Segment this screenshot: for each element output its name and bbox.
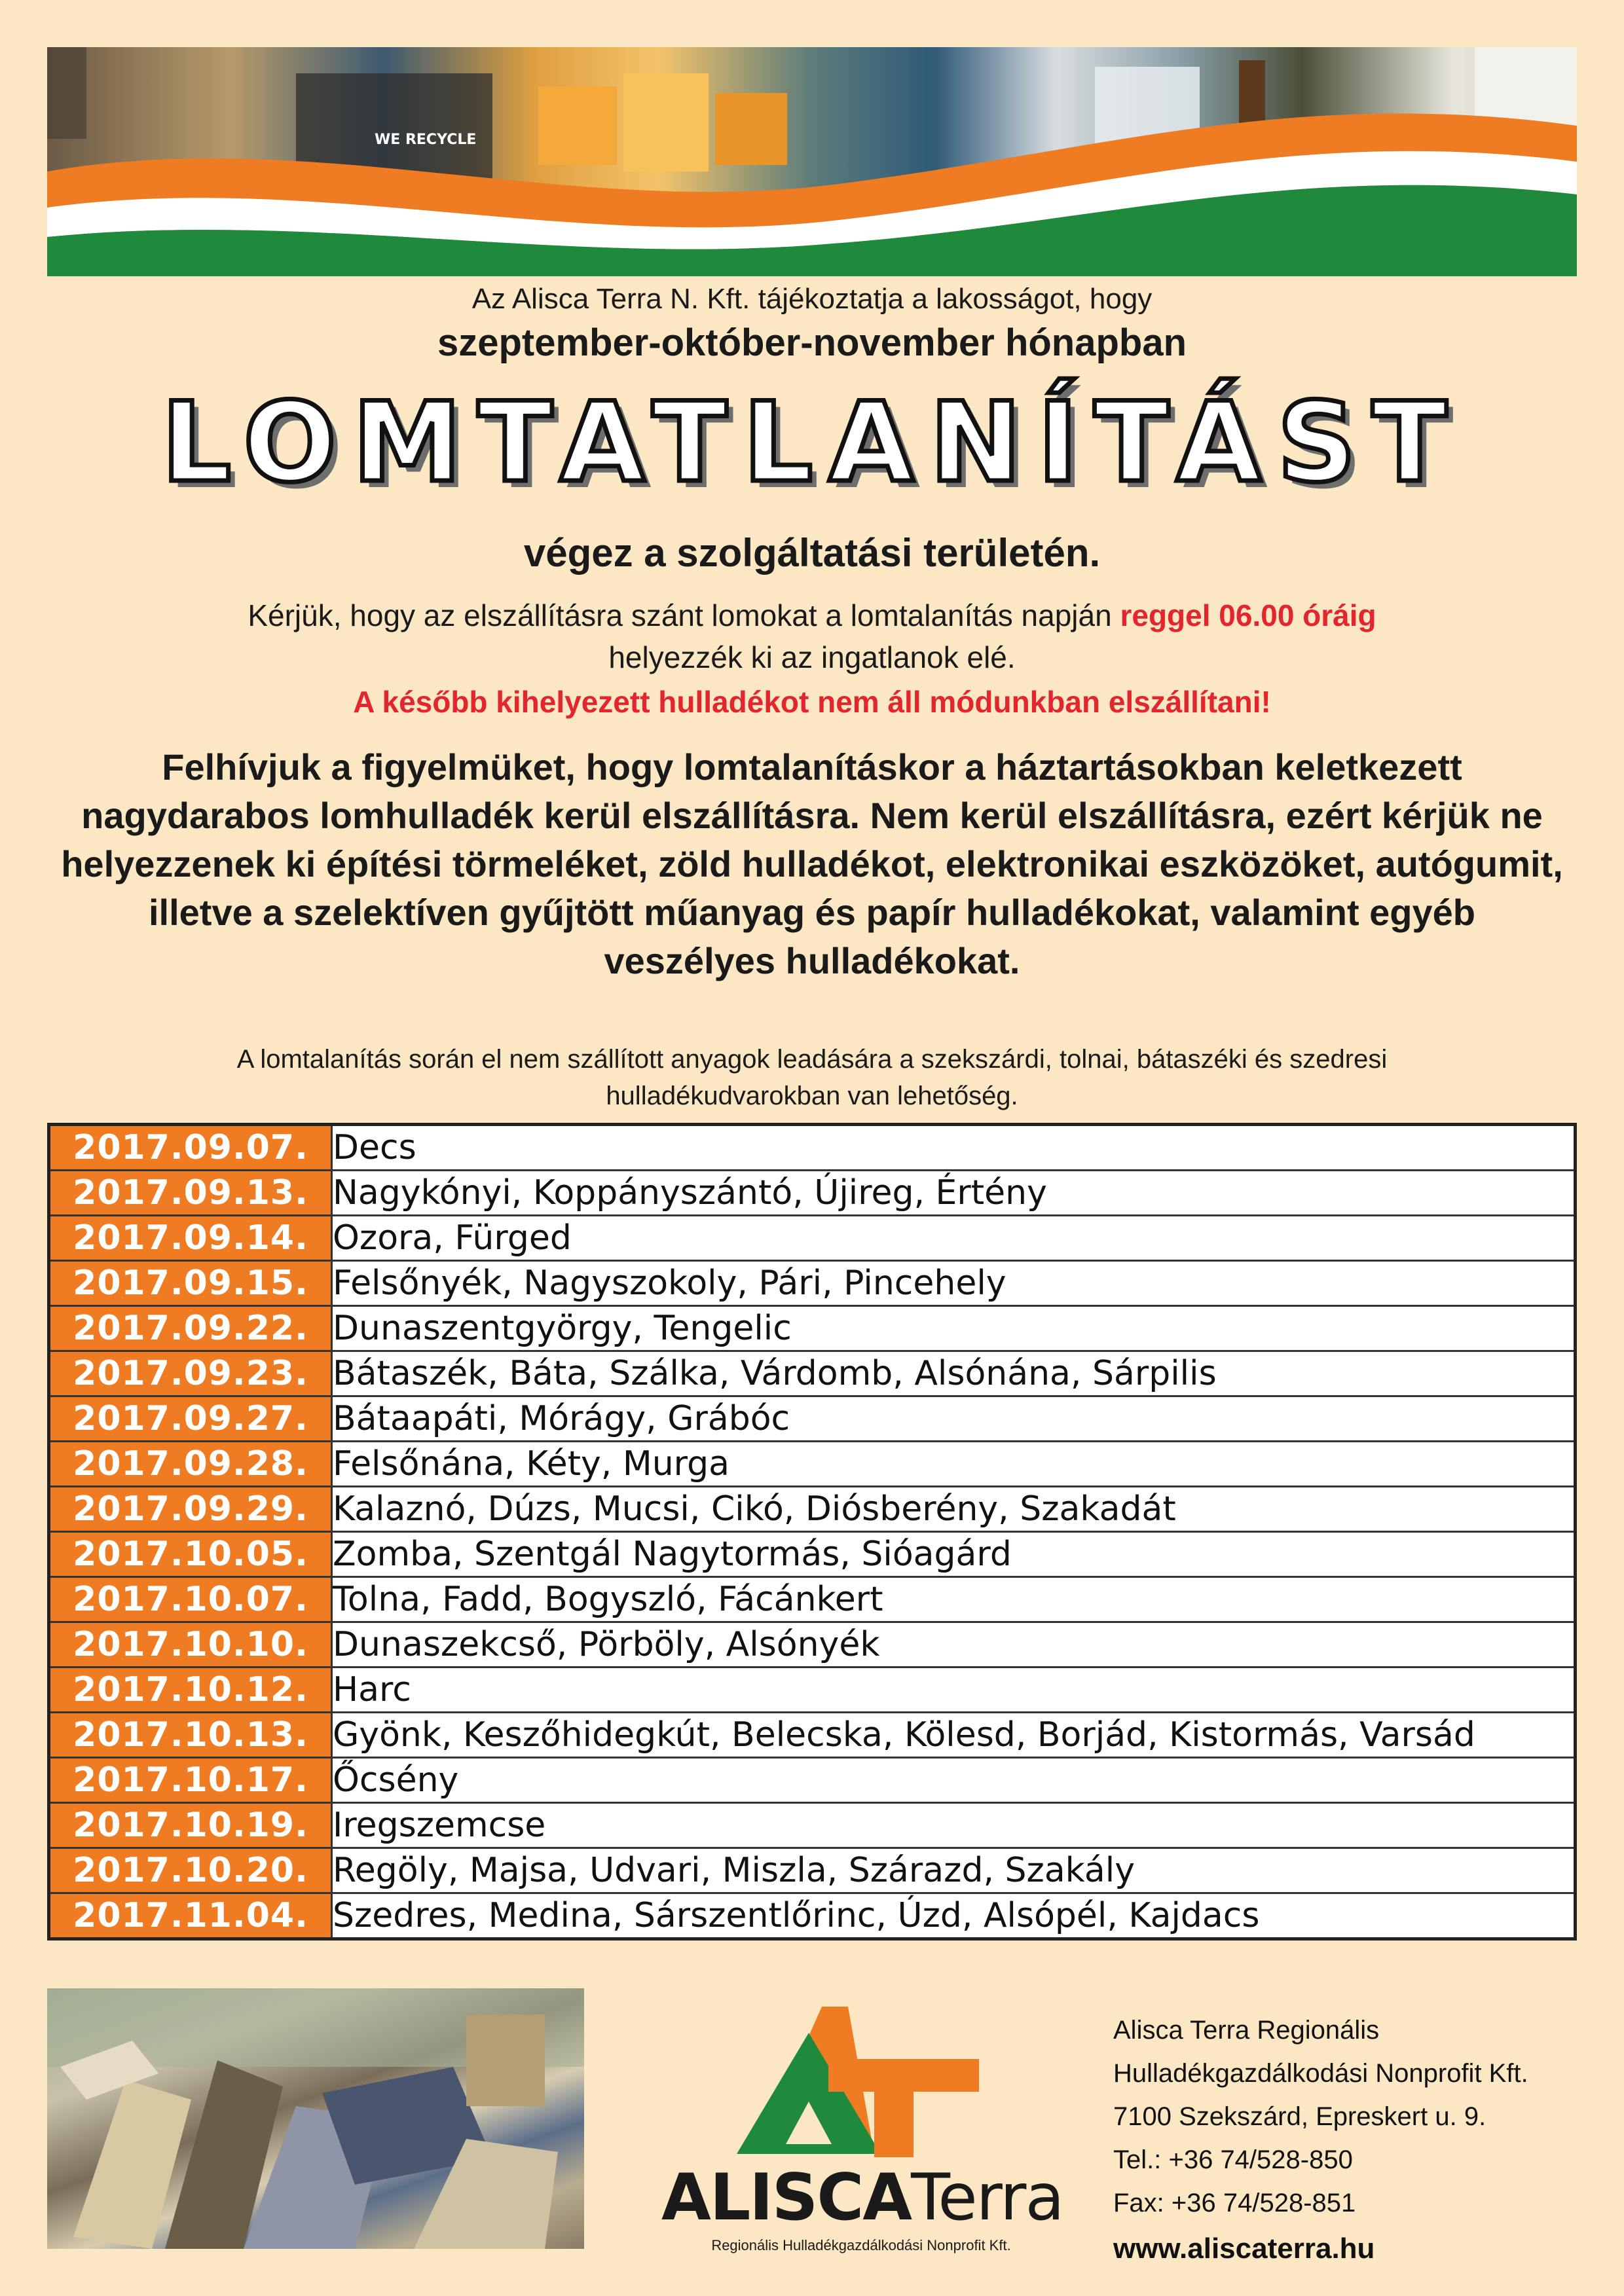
- placement-instruction: [0, 594, 1624, 678]
- schedule-places: Dunaszentgyörgy, Tengelic: [332, 1306, 1576, 1351]
- table-row: [49, 1171, 1576, 1216]
- waste-yard-info: A lomtalanítás során el nem szállított anyagok leadására a szekszárdi, tolnai, bátaszéki és szedresi hulladékudvarokban van lehetőség.: [236, 1045, 1388, 1110]
- schedule-date: 2017.09.29.: [49, 1487, 332, 1532]
- table-row: [49, 1487, 1576, 1532]
- schedule-places: Szedres, Medina, Sárszentlőrinc, Úzd, Alsópél, Kajdacs: [332, 1893, 1576, 1939]
- schedule-date: 2017.10.12.: [49, 1667, 332, 1713]
- table-row: [49, 1306, 1576, 1351]
- deadline-time: reggel 06.00 óráig: [1120, 598, 1376, 632]
- schedule-places: Regöly, Majsa, Udvari, Miszla, Szárazd, Szakály: [332, 1848, 1576, 1893]
- schedule-date: 2017.09.14.: [49, 1216, 332, 1261]
- schedule-date: 2017.10.10.: [49, 1622, 332, 1667]
- schedule-table: [47, 1123, 1577, 1941]
- schedule-date: 2017.09.22.: [49, 1306, 332, 1351]
- schedule-places: Tolna, Fadd, Bogyszló, Fácánkert: [332, 1577, 1576, 1622]
- schedule-places: Ozora, Fürged: [332, 1216, 1576, 1261]
- company-name-line1: Alisca Terra Regionális: [1113, 2016, 1380, 2045]
- months-text: szeptember-október-november hónapban: [437, 321, 1187, 364]
- table-row: [49, 1396, 1576, 1442]
- schedule-date: 2017.09.28.: [49, 1442, 332, 1487]
- main-title: LOMTATLANÍTÁST: [161, 378, 1463, 507]
- logo-name-alisca: ALISCA: [661, 2160, 912, 2235]
- table-row: [49, 1622, 1576, 1667]
- schedule-date: 2017.09.13.: [49, 1171, 332, 1216]
- schedule-places: Gyönk, Keszőhidegkút, Belecska, Kölesd, Borjád, Kistormás, Varsád: [332, 1713, 1576, 1758]
- schedule-places: Dunaszekcső, Pörböly, Alsónyék: [332, 1622, 1576, 1667]
- schedule-date: 2017.11.04.: [49, 1893, 332, 1939]
- schedule-date: 2017.10.17.: [49, 1758, 332, 1803]
- top-banner: [47, 47, 1577, 276]
- schedule-places: Felsőnána, Kéty, Murga: [332, 1442, 1576, 1487]
- company-website[interactable]: www.aliscaterra.hu: [1113, 2232, 1375, 2265]
- contact-block: [1113, 2009, 1528, 2270]
- table-row: [49, 1532, 1576, 1577]
- photo-illustration: [47, 1988, 584, 2249]
- table-row: [49, 1125, 1576, 1171]
- table-row: [49, 1216, 1576, 1261]
- table-row: [49, 1758, 1576, 1803]
- schedule-places: Iregszemcse: [332, 1803, 1576, 1848]
- logo-name-terra: Terra: [911, 2160, 1063, 2235]
- intro-text: Az Alisca Terra N. Kft. tájékoztatja a lakosságot, hogy: [471, 283, 1153, 315]
- schedule-places: Nagykónyi, Koppányszántó, Újireg, Értény: [332, 1171, 1576, 1216]
- company-name-line2: Hulladékgazdálkodási Nonprofit Kft.: [1113, 2059, 1528, 2088]
- instruction-text-2: helyezzék ki az ingatlanok elé.: [608, 640, 1016, 674]
- instruction-text: Kérjük, hogy az elszállításra szánt lomokat a lomtalanítás napján: [248, 598, 1120, 632]
- table-row: [49, 1667, 1576, 1713]
- schedule-places: Harc: [332, 1667, 1576, 1713]
- schedule-places: Őcsény: [332, 1758, 1576, 1803]
- schedule-places: Kalaznó, Dúzs, Mucsi, Cikó, Diósberény, Szakadát: [332, 1487, 1576, 1532]
- schedule-places: Bátaapáti, Mórágy, Grábóc: [332, 1396, 1576, 1442]
- schedule-date: 2017.10.19.: [49, 1803, 332, 1848]
- recycle-label: WE RECYCLE: [375, 132, 477, 148]
- late-warning: A később kihelyezett hulladékot nem áll módunkban elszállítani!: [353, 685, 1271, 719]
- schedule-places: Bátaszék, Báta, Szálka, Várdomb, Alsónána, Sárpilis: [332, 1351, 1576, 1396]
- schedule-date: 2017.09.07.: [49, 1125, 332, 1171]
- schedule-date: 2017.09.23.: [49, 1351, 332, 1396]
- schedule-date: 2017.10.07.: [49, 1577, 332, 1622]
- table-row: [49, 1848, 1576, 1893]
- schedule-places: Zomba, Szentgál Nagytormás, Sióagárd: [332, 1532, 1576, 1577]
- bulky-waste-photo: [47, 1988, 584, 2249]
- table-row: [49, 1803, 1576, 1848]
- table-row: [49, 1351, 1576, 1396]
- logo-wordmark: [661, 2160, 1061, 2235]
- schedule-date: 2017.09.27.: [49, 1396, 332, 1442]
- table-row: [49, 1442, 1576, 1487]
- company-phone: Tel.: +36 74/528-850: [1113, 2145, 1353, 2174]
- schedule-date: 2017.09.15.: [49, 1261, 332, 1306]
- schedule-date: 2017.10.20.: [49, 1848, 332, 1893]
- banner-waves: [47, 47, 1577, 276]
- company-address: 7100 Szekszárd, Epreskert u. 9.: [1113, 2102, 1486, 2131]
- schedule-date: 2017.10.13.: [49, 1713, 332, 1758]
- logo-subtitle: Regionális Hulladékgazdálkodási Nonprofit Kft.: [711, 2237, 1011, 2253]
- schedule-places: Decs: [332, 1125, 1576, 1171]
- service-area-text: végez a szolgáltatási területén.: [523, 531, 1101, 575]
- schedule-places: Felsőnyék, Nagyszokoly, Pári, Pincehely: [332, 1261, 1576, 1306]
- notice-paragraph: Felhívjuk a figyelmüket, hogy lomtalanításkor a háztartásokban keletkezett nagydarabos lomhulladék kerül elszállításra. Nem kerül elszállításra, ezért kérjük ne helyezzenek ki építési törmeléket, zöld hulladékot, elektronikai eszközöket, autógumit, illetve a szelektíven gyűjtött műanyag és papír hulladékokat, valamint egyéb veszélyes hulladékokat.: [61, 746, 1563, 981]
- table-row: [49, 1713, 1576, 1758]
- company-fax: Fax: +36 74/528-851: [1113, 2189, 1356, 2217]
- schedule-date: 2017.10.05.: [49, 1532, 332, 1577]
- table-row: [49, 1577, 1576, 1622]
- table-row: [49, 1261, 1576, 1306]
- table-row: [49, 1893, 1576, 1939]
